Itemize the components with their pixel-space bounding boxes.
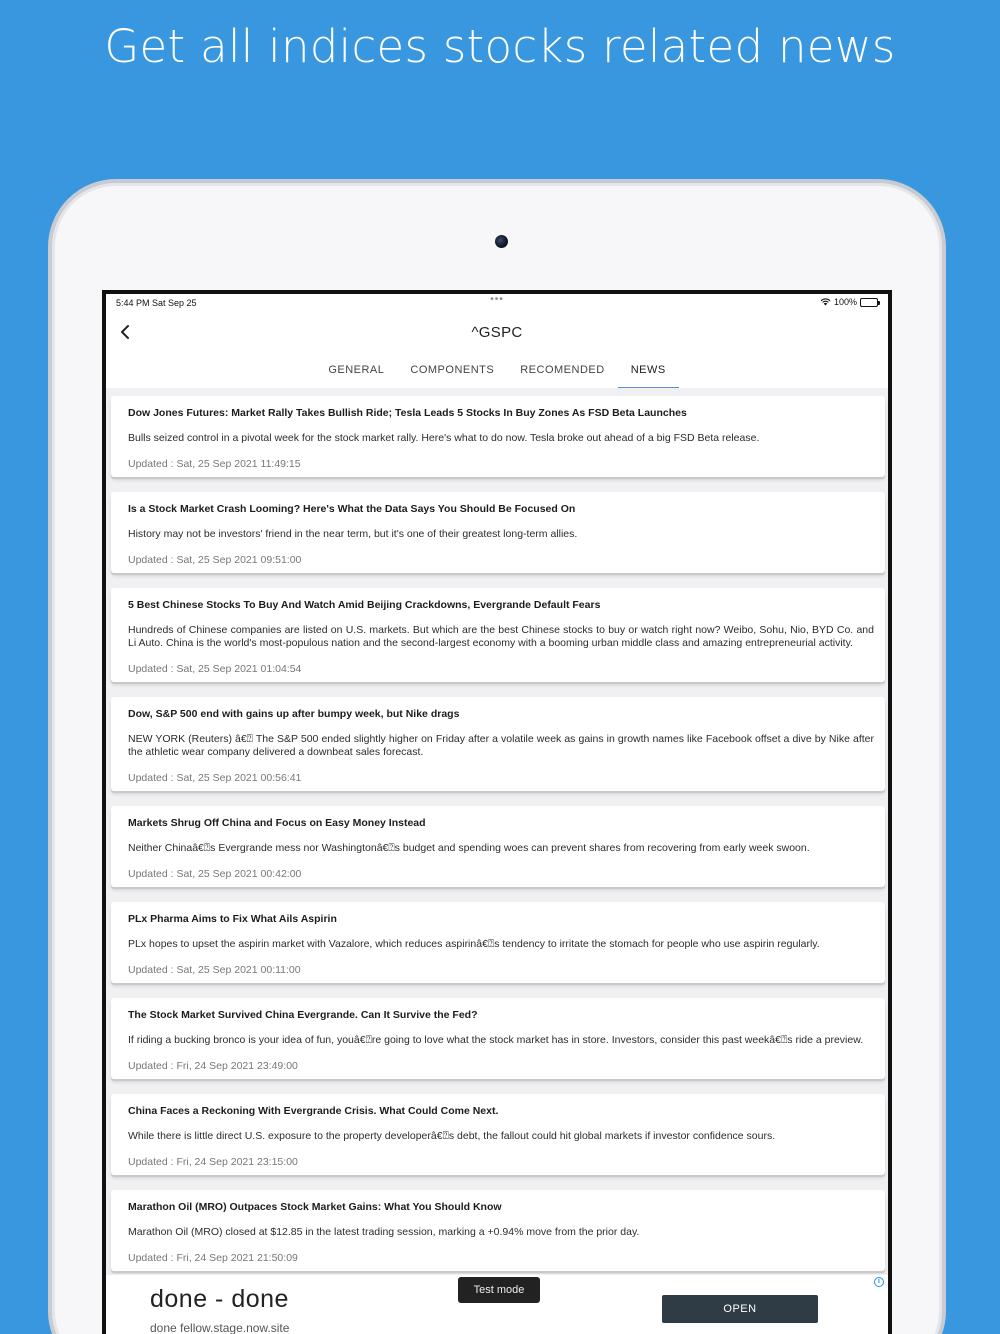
status-right	[820, 297, 878, 307]
news-title: Dow, S&P 500 end with gains up after bumpy week, but Nike drags	[128, 708, 460, 720]
news-title: Markets Shrug Off China and Focus on Easy Money Instead	[128, 817, 426, 829]
status-time: 5:44 PM Sat Sep 25	[116, 298, 197, 308]
news-updated: Updated : Sat, 25 Sep 2021 11:49:15	[128, 458, 301, 470]
news-updated: Updated : Fri, 24 Sep 2021 23:49:00	[128, 1060, 298, 1072]
tab-components[interactable]: COMPONENTS	[410, 364, 495, 376]
test-mode-badge: Test mode	[458, 1277, 540, 1303]
ad-title[interactable]: done - done	[150, 1285, 289, 1313]
tab-general[interactable]: GENERAL	[328, 364, 385, 376]
page-title: ^GSPC	[471, 324, 523, 341]
battery-icon	[860, 298, 878, 307]
promo-headline: Get all indices stocks related news	[104, 20, 896, 73]
news-title: Marathon Oil (MRO) Outpaces Stock Market Gains: What You Should Know	[128, 1201, 502, 1213]
news-card[interactable]	[111, 998, 885, 1079]
ad-open-button[interactable]: OPEN	[662, 1295, 818, 1323]
news-updated: Updated : Sat, 25 Sep 2021 00:11:00	[128, 964, 301, 976]
news-updated: Updated : Sat, 25 Sep 2021 01:04:54	[128, 663, 302, 675]
news-updated: Updated : Sat, 25 Sep 2021 00:56:41	[128, 772, 302, 784]
battery-percent: 100%	[833, 297, 857, 307]
tab-recomended[interactable]: RECOMENDED	[520, 364, 605, 376]
wifi-icon	[820, 298, 831, 306]
news-card[interactable]	[111, 1094, 885, 1175]
news-title: China Faces a Reckoning With Evergrande Crisis. What Could Come Next.	[128, 1105, 499, 1117]
nav-bar	[106, 312, 888, 352]
tablet-screen	[102, 290, 892, 1334]
news-card[interactable]	[111, 396, 885, 477]
ad-banner[interactable]	[106, 1274, 888, 1334]
app-screen	[106, 294, 888, 1334]
multitask-dots[interactable]: •••	[490, 294, 504, 305]
news-updated: Updated : Sat, 25 Sep 2021 00:42:00	[128, 868, 302, 880]
news-title: PLx Pharma Aims to Fix What Ails Aspirin	[128, 913, 337, 925]
news-description: While there is little direct U.S. exposure to the property developerâ€⍰s debt, the fallout could hit global markets if investor confidence sours.	[128, 1130, 776, 1142]
news-card[interactable]	[111, 1190, 885, 1271]
news-description: If riding a bucking bronco is your idea of fun, youâ€⍰re going to love what the stock market has in store. Investors, consider this past weekâ€⍰s ride a preview.	[128, 1034, 864, 1046]
tab-bar	[106, 352, 888, 388]
news-card[interactable]	[111, 806, 885, 887]
camera-dot	[495, 235, 508, 248]
news-list[interactable]	[106, 388, 888, 1274]
news-title: 5 Best Chinese Stocks To Buy And Watch Amid Beijing Crackdowns, Evergrande Default Fears	[128, 599, 601, 611]
news-card[interactable]	[111, 492, 885, 573]
news-updated: Updated : Fri, 24 Sep 2021 23:15:00	[128, 1156, 298, 1168]
news-updated: Updated : Fri, 24 Sep 2021 21:50:09	[128, 1252, 298, 1264]
news-title: Dow Jones Futures: Market Rally Takes Bullish Ride; Tesla Leads 5 Stocks In Buy Zones As FSD Beta Launches	[128, 407, 687, 419]
news-title: Is a Stock Market Crash Looming? Here's What the Data Says You Should Be Focused On	[128, 503, 576, 515]
tab-news[interactable]: NEWS	[618, 352, 679, 388]
news-updated: Updated : Sat, 25 Sep 2021 09:51:00	[128, 554, 302, 566]
news-description: Hundreds of Chinese companies are listed on U.S. markets. But which are the best Chinese stocks to buy or watch right now? Weibo, Sohu, Nio, BYD Co. and Li Auto. China is the world's most-populous nation and the second-largest economy with a booming urban middle class and amazing entrepreneurial activity.	[128, 624, 874, 649]
news-description: Bulls seized control in a pivotal week for the stock market rally. Here's what to do now. Tesla broke out ahead of a big FSD Beta release.	[128, 432, 760, 444]
news-title: The Stock Market Survived China Evergrande. Can It Survive the Fed?	[128, 1009, 478, 1021]
status-bar	[106, 294, 888, 312]
news-description: NEW YORK (Reuters) â€⍰ The S&P 500 ended slightly higher on Friday after a volatile week as gains in growth names like Facebook offset a dive by Nike after the athletic wear company delivered a downbeat sales forecast.	[128, 733, 874, 758]
news-description: Neither Chinaâ€⍰s Evergrande mess nor Washingtonâ€⍰s budget and spending woes can prevent shares from recovering from early week swoon.	[128, 842, 810, 854]
ad-info-icon[interactable]: i	[874, 1277, 884, 1287]
ad-url[interactable]: done fellow.stage.now.site	[150, 1321, 290, 1334]
news-card[interactable]	[111, 697, 885, 791]
news-card[interactable]	[111, 902, 885, 983]
news-description: History may not be investors' friend in the near term, but it's one of their greatest long-term allies.	[128, 528, 578, 540]
news-description: Marathon Oil (MRO) closed at $12.85 in the latest trading session, marking a +0.94% move from the prior day.	[128, 1226, 640, 1238]
news-card[interactable]	[111, 588, 885, 682]
news-description: PLx hopes to upset the aspirin market with Vazalore, which reduces aspirinâ€⍰s tendency to irritate the stomach for people who use aspirin regularly.	[128, 938, 820, 950]
